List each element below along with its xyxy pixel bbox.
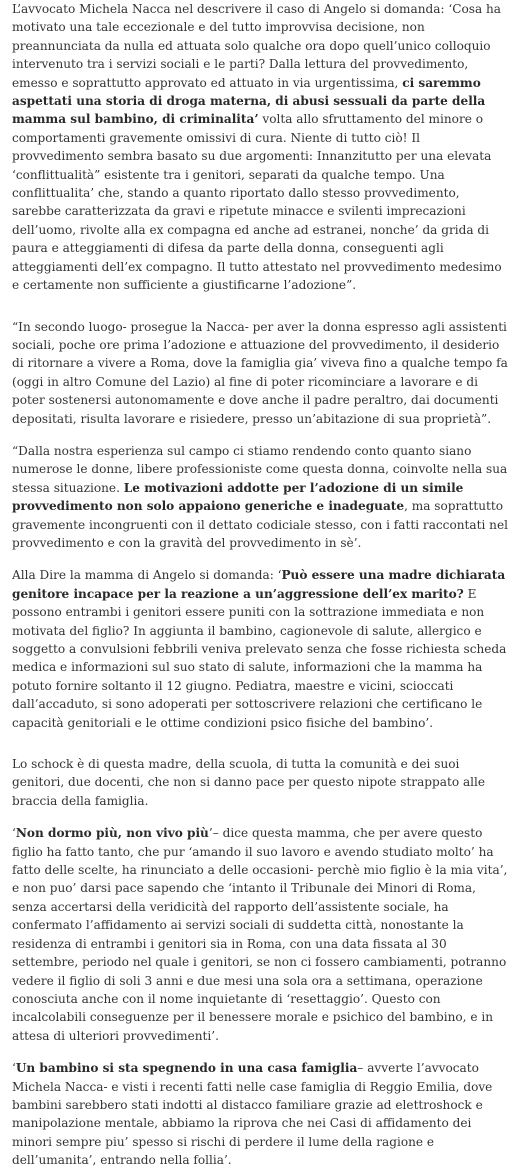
paragraph-experience-text-1: “Dalla nostra esperienza sul campo ci stiamo rendendo conto quanto siano numerose le donne, libere professioniste come questa donna, coinvolte nella sua stessa situazione. [12, 443, 508, 495]
paragraph-experience [12, 442, 508, 552]
paragraph-quote-mother-text-2: ’– dice questa mamma, che per avere questo figlio ha fatto tanto, che pur ‘amando il suo lavoro e avendo studiato molto’ ha fatto delle scelte, ha rinunciato a delle occasioni- perchè mio figlio è la mia vita’, e non puo’ darsi pace sapendo che ‘intanto il Tribunale dei Minori di Roma, senza accertarsi della veridicità del rapporto dell’assistente sociale, ha confermato l’affidamento ai servizi sociali di suddetta città, nonostante la residenza di entrambi i genitori sia in Roma, con una data fissata al 30 settembre, periodo nel quale i genitori, se non ci fossero cambiamenti, potranno vedere il figlio di soli 3 anni e due mesi una sola ora a settimana, operazione conosciuta anche con il nome inquietante di ‘resettaggio’. Questo con incalcolabili conseguenze per il benessere morale e psichico del bambino, e in attesa di ulteriori provvedimenti’. [12, 826, 508, 1043]
paragraph-mother-question-text-2: E possono entrambi i genitori essere puniti con la sottrazione immediata e non motivata del figlio? In aggiunta il bambino, cagionevole di salute, allergico e soggetto a convulsioni febbrili veniva prelevato senza che fosse richiesta scheda medica e informazioni sul suo stato di salute, informazioni che la mamma ha potuto fornire soltanto il 12 giugno. Pediatra, maestre e vicini, scioccati dall’accaduto, si sono adoperati per sottoscrivere relazioni che certificano le capacità genitoriali e le ottime condizioni psico fisiche del bambino’. [12, 586, 507, 730]
paragraph-intro-emphasis: ci saremmo aspettati una storia di droga materna, di abusi sessuali da parte della mamma sul bambino, di criminalita’ [12, 75, 486, 127]
paragraph-intro [12, 0, 508, 295]
paragraph-quote-mother-text-1: ‘ [12, 826, 16, 841]
paragraph-second-reason-text: “In secondo luogo- prosegue la Nacca- per aver la donna espresso agli assistenti sociali, poche ore prima l’adozione e attuazione del provvedimento, il desiderio di ritornare a vivere a Roma, dove la famiglia gia’ viveva fino a qualche tempo fa (oggi in altro Comune del Lazio) al fine di poter ricominciare a lavorare e di poter sostenersi autonomamente e dove anche il padre peraltro, dai documenti depositati, risulta lavorare e risiedere, presso un’abitazione di sua proprietà”. [12, 319, 508, 426]
paragraph-quote-mother [12, 824, 508, 1045]
paragraph-experience-emphasis: Le motivazioni addotte per l’adozione di un simile provvedimento non solo appaiono generiche e inadeguate [12, 480, 464, 514]
paragraph-mother-question-emphasis: Può essere una madre dichiarata genitore incapace per la reazione a un’aggressione dell’ex marito? [12, 568, 506, 601]
paragraph-shock [12, 755, 508, 810]
paragraph-intro-text-1: L’avvocato Michela Nacca nel descrivere il caso di Angelo si domanda: ‘Cosa ha motivato una tale eccezionale e del tutto improvvisa decisione, non preannunciata da nulla ed attuata solo qualche ora dopo quell’unico colloquio intervenuto tra i servizi sociali e le parti? Dalla lettura del provvedimento, emesso e soprattutto approvato ed attuato in via urgentissima, [12, 2, 502, 90]
paragraph-second-reason [12, 318, 508, 428]
paragraph-closing-text-2: – avverte l’avvocato Michela Nacca- e visti i recenti fatti nelle case famiglia di Reggio Emilia, dove bambini sarebbero stati indotti al distacco familiare grazie ad elettroshock e manipolazione mentale, abbiamo la riprova che nei Casi di affidamento dei minori sempre piu’ spesso si rischi di perdere il lume della ragione e dell’umanita’, entrando nella follia’. [12, 1061, 493, 1168]
paragraph-closing-text-1: ‘ [12, 1061, 16, 1076]
paragraph-closing-emphasis: Un bambino si sta spegnendo in una casa famiglia [15, 1061, 358, 1076]
paragraph-intro-text-2: volta allo sfruttamento del minore o comportamenti gravemente omissivi di cura. Niente di tutto ciò! Il provvedimento sembra basato su due argomenti: Innanzitutto per una elevata ‘conflittualità” esistente tra i genitori, separati da qualche tempo. Una conflittualita’ che, stando a quanto riportato dallo stesso provvedimento, sarebbe caratterizzata da gravi e ripetute minacce e svilenti imprecazioni dell’uomo, rivolte alla ex compagna ed anche ad estranei, nonche’ da grida di paura e atteggiamenti di difesa da parte della donna, conseguenti agli atteggiamenti dell’ex compagno. Il tutto attestato nel provvedimento medesimo e certamente non sufficiente a giustificarne l’adozione”. [12, 112, 502, 293]
paragraph-shock-text: Lo schock è di questa madre, della scuola, di tutta la comunità e dei suoi genitori, due docenti, che non si danno pace per questo nipote strappato alle braccia della famiglia. [12, 757, 486, 808]
paragraph-mother-question [12, 566, 508, 732]
paragraph-experience-text-2: , ma soprattutto gravemente incongruenti con il dettato codiciale stesso, con i fatti raccontati nel provvedimento e con la gravità del provvedimento in sè’. [12, 499, 508, 550]
paragraph-mother-question-text-1: Alla Dire la mamma di Angelo si domanda: ‘ [12, 568, 282, 583]
paragraph-quote-mother-emphasis: Non dormo più, non vivo più [15, 826, 209, 841]
paragraph-closing [12, 1059, 508, 1169]
